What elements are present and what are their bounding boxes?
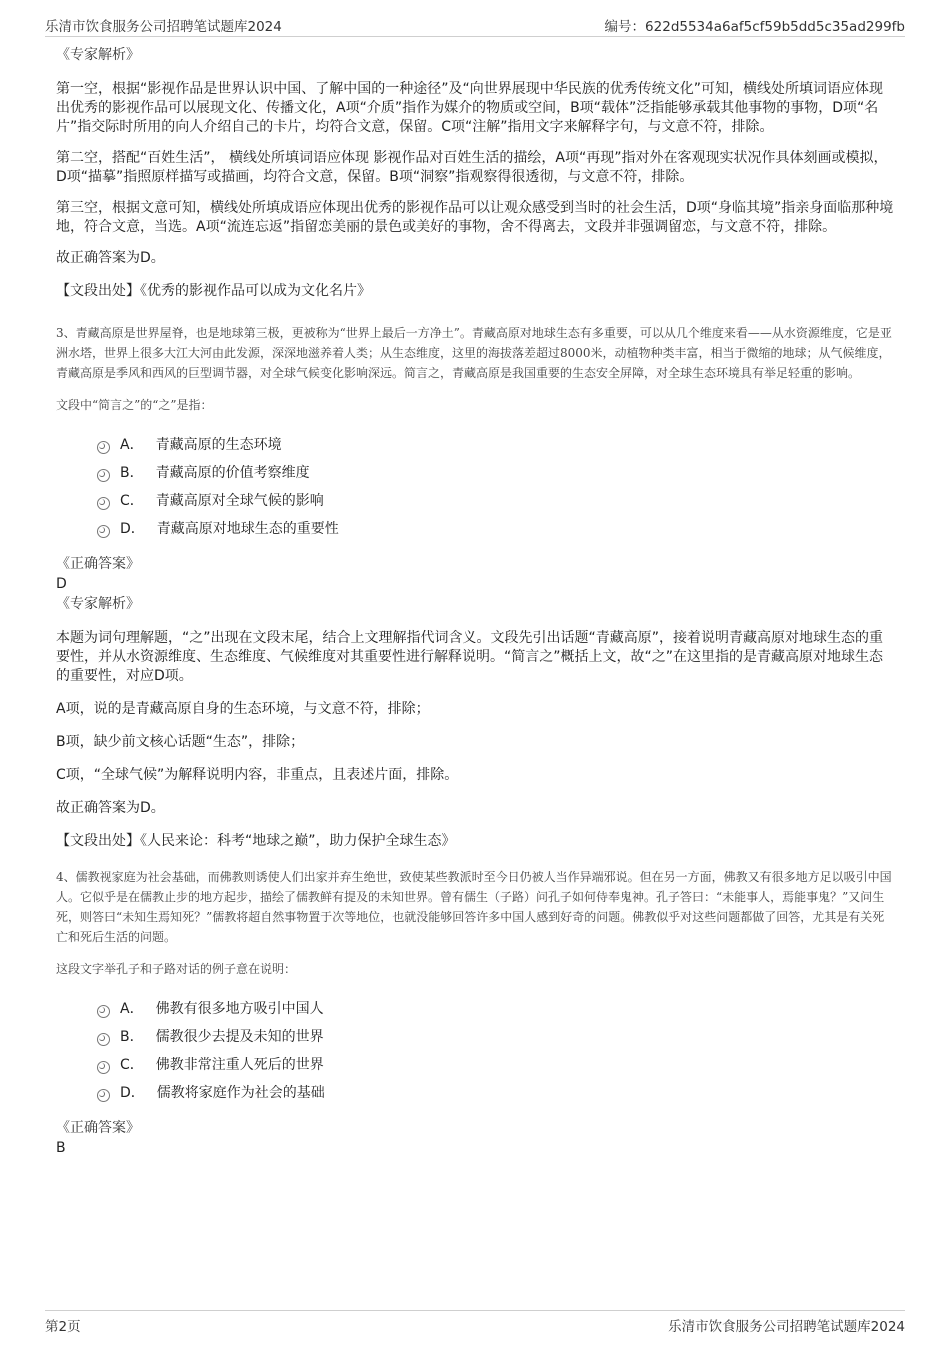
q3-analysis-para-1: 本题为词句理解题，“之”出现在文段末尾，结合上文理解指代词含义。文段先引出话题“青藏高原”，接着说明青藏高原对地球生态的重要性，并从水资源维度、生态维度、气候维度对其重要性进行解释说明。“简言之”概括上文，故“之”在这里指的是青藏高原对地球生态的重要性，对应D项。: [56, 630, 884, 684]
option-text: 佛教有很多地方吸引中国人: [155, 1001, 324, 1017]
page-footer: [45, 1310, 905, 1335]
q2-analysis-para-2: 第二空，搭配“百姓生活”， 横线处所填词语应体现 影视作品对百姓生活的描绘，A项“再现”指对外在客观现实状况作具体刻画或模拟，D项“描摹”指照原样描写或描画，均符合文意，保留。B项“洞察”指观察得很透彻，与文意不符，排除。: [56, 150, 888, 185]
option-letter: D．: [120, 1085, 145, 1101]
q4-answer-label: 《正确答案》: [56, 1120, 140, 1136]
q3-answer-label: 《正确答案》: [56, 556, 140, 572]
radio-icon[interactable]: [97, 1005, 110, 1018]
q2-analysis-para-3: 第三空，根据文意可知，横线处所填成语应体现出优秀的影视作品可以让观众感受到当时的社会生活，D项“身临其境”指亲身面临那种境地，符合文意，当选。A项“流连忘返”指留恋美丽的景色或美好的事物，舍不得离去，文段并非强调留恋，与文意不符，排除。: [56, 200, 894, 235]
radio-icon[interactable]: [97, 1061, 110, 1074]
option-text: 佛教非常注重人死后的世界: [155, 1057, 324, 1073]
page-header: [45, 12, 905, 37]
q2-conclusion: 故正确答案为D。: [56, 250, 165, 266]
q3-analysis-label: 《专家解析》: [56, 596, 140, 612]
q4-options: [97, 995, 896, 1107]
q3-option-d[interactable]: [97, 515, 896, 543]
q4-option-a[interactable]: [97, 995, 896, 1023]
footer-title: 乐清市饮食服务公司招聘笔试题库2024: [668, 1319, 905, 1335]
header-id-label: 编号：: [604, 19, 646, 35]
q2-source: 【文段出处】《优秀的影视作品可以成为文化名片》: [56, 283, 371, 299]
option-letter: C．: [120, 493, 144, 509]
radio-icon[interactable]: [97, 1033, 110, 1046]
option-text: 青藏高原的生态环境: [155, 437, 282, 453]
option-text: 青藏高原对全球气候的影响: [155, 493, 324, 509]
q2-analysis-label: 《专家解析》: [56, 47, 140, 63]
q3-options: [97, 431, 896, 543]
q3-option-c[interactable]: [97, 487, 896, 515]
q4-text: 4、儒教视家庭为社会基础，而佛教则诱使人们出家并弃生绝世，致使某些教派时至今日仍被人当作异端邪说。但在另一方面，佛教又有很多地方足以吸引中国人。它似乎是在儒教止步的地方起步，描绘了儒教鲜有提及的未知世界。曾有儒生（子路）问孔子如何侍奉鬼神。孔子答曰：“未能事人，焉能事鬼？”又问生死，则答曰“未知生焉知死？”儒教将超自然事物置于次等地位，也就没能够回答许多中国人感到好奇的问题。佛教似乎对这些问题都做了回答，尤其是有关死亡和死后生活的问题。: [56, 870, 892, 944]
footer-page-number: 第2页: [45, 1319, 81, 1335]
q3-option-b[interactable]: [97, 459, 896, 487]
q3-analysis-c: C项，“全球气候”为解释说明内容，非重点，且表述片面，排除。: [56, 767, 459, 783]
q3-analysis-a: A项，说的是青藏高原自身的生态环境，与文意不符，排除；: [56, 701, 430, 717]
option-text: 儒教将家庭作为社会的基础: [156, 1085, 325, 1101]
option-letter: D．: [120, 521, 145, 537]
option-text: 青藏高原的价值考察维度: [155, 465, 310, 481]
header-title: 乐清市饮食服务公司招聘笔试题库2024: [45, 19, 282, 35]
q3-conclusion: 故正确答案为D。: [56, 800, 165, 816]
radio-icon[interactable]: [97, 441, 110, 454]
radio-icon[interactable]: [97, 469, 110, 482]
q3-analysis-b: B项，缺少前文核心话题“生态”，排除；: [56, 734, 305, 750]
header-id-value: 622d5534a6af5cf59b5dd5c35ad299fb: [645, 19, 905, 35]
q3-source: 【文段出处】《人民来论：科考“地球之巅”，助力保护全球生态》: [56, 833, 456, 849]
q3-ask: 文段中“简言之”的“之”是指：: [56, 398, 213, 412]
option-letter: C．: [120, 1057, 144, 1073]
q3-answer: D: [56, 576, 67, 592]
page-content: [56, 44, 896, 1157]
option-letter: B．: [120, 1029, 144, 1045]
radio-icon[interactable]: [97, 497, 110, 510]
q4-option-c[interactable]: [97, 1051, 896, 1079]
q4-ask: 这段文字举孔子和子路对话的例子意在说明：: [56, 962, 297, 976]
option-text: 青藏高原对地球生态的重要性: [156, 521, 339, 537]
header-id: [605, 15, 905, 35]
q4-option-b[interactable]: [97, 1023, 896, 1051]
radio-icon[interactable]: [97, 525, 110, 538]
q3-option-a[interactable]: [97, 431, 896, 459]
q3-text: 3、青藏高原是世界屋脊，也是地球第三极，更被称为“世界上最后一方净土”。青藏高原对地球生态有多重要，可以从几个维度来看——从水资源维度，它是亚洲水塔，世界上很多大江大河由此发源，深深地滋养着人类；从生态维度，这里的海拔落差超过8000米，动植物种类丰富，相当于微缩的地球；从气候维度，青藏高原是季风和西风的巨型调节器，对全球气候变化影响深远。简言之，青藏高原是我国重要的生态安全屏障，对全球生态环境具有举足轻重的影响。: [56, 326, 892, 380]
option-letter: B．: [120, 465, 144, 481]
q4-answer: B: [56, 1140, 66, 1156]
radio-icon[interactable]: [97, 1089, 110, 1102]
option-text: 儒教很少去提及未知的世界: [155, 1029, 324, 1045]
q2-analysis-para-1: 第一空，根据“影视作品是世界认识中国、了解中国的一种途径”及“向世界展现中华民族的优秀传统文化”可知，横线处所填词语应体现出优秀的影视作品可以展现文化、传播文化，A项“介质”指作为媒介的物质或空间，B项“载体”泛指能够承载其他事物的事物，D项“名片”指交际时所用的向人介绍自己的卡片，均符合文意，保留。C项“注解”指用文字来解释字句，与文意不符，排除。: [56, 81, 884, 135]
option-letter: A．: [120, 1001, 144, 1017]
q4-option-d[interactable]: [97, 1079, 896, 1107]
option-letter: A．: [120, 437, 144, 453]
